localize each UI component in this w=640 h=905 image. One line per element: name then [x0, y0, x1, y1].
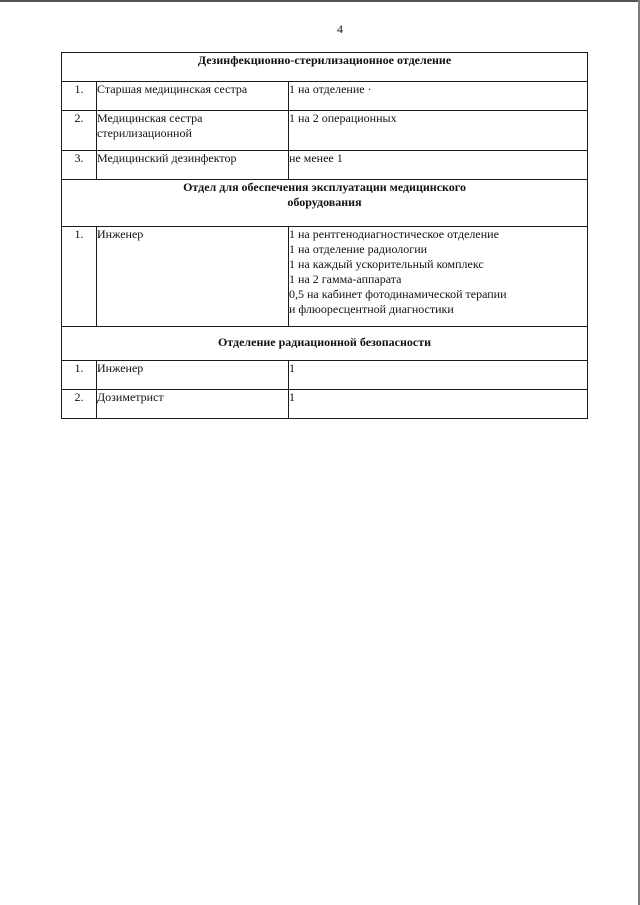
norm-line: 1 на 2 гамма-аппарата — [289, 272, 402, 286]
table-row — [62, 361, 588, 390]
norm-line: 1 — [289, 390, 295, 404]
staffing-table — [61, 52, 588, 419]
norm-line: 0,5 на кабинет фотодинамической терапии — [289, 287, 507, 301]
position-cell: Инженер — [97, 227, 289, 327]
row-number: 1. — [62, 82, 97, 111]
norm-cell — [289, 111, 588, 151]
norm-line: 1 на 2 операционных — [289, 111, 397, 125]
section-header-row — [62, 180, 588, 227]
norm-cell — [289, 361, 588, 390]
norm-cell — [289, 390, 588, 419]
position-cell: Старшая медицинская сестра — [97, 82, 289, 111]
section-title: Дезинфекционно-стерилизационное отделение — [62, 53, 588, 82]
position-cell: Инженер — [97, 361, 289, 390]
section-header-row — [62, 327, 588, 361]
norm-line: 1 на отделение радиологии — [289, 242, 428, 256]
row-number: 2. — [62, 390, 97, 419]
row-number: 1. — [62, 361, 97, 390]
norm-line: 1 — [289, 361, 295, 375]
position-cell: Медицинская сестра стерилизационной — [97, 111, 289, 151]
row-number: 2. — [62, 111, 97, 151]
page-number: 4 — [337, 22, 343, 36]
section-header-row — [62, 53, 588, 82]
table-row — [62, 111, 588, 151]
norm-cell — [289, 151, 588, 180]
table-row — [62, 390, 588, 419]
norm-cell — [289, 82, 588, 111]
top-edge-rule — [0, 0, 640, 2]
position-cell: Медицинский дезинфектор — [97, 151, 289, 180]
section-title: Отделение радиационной безопасности — [62, 327, 588, 361]
table-row — [62, 82, 588, 111]
table-row — [62, 227, 588, 327]
section-title: Отдел для обеспечения эксплуатации медицинского оборудования — [62, 180, 588, 227]
table-row — [62, 151, 588, 180]
norm-line: 1 на каждый ускорительный комплекс — [289, 257, 484, 271]
norm-line: и флюоресцентной диагностики — [289, 302, 454, 316]
row-number: 1. — [62, 227, 97, 327]
norm-line: не менее 1 — [289, 151, 343, 165]
norm-cell — [289, 227, 588, 327]
norm-line: 1 на рентгенодиагностическое отделение — [289, 227, 499, 241]
position-cell: Дозиметрист — [97, 390, 289, 419]
norm-line: 1 на отделение · — [289, 82, 372, 96]
row-number: 3. — [62, 151, 97, 180]
